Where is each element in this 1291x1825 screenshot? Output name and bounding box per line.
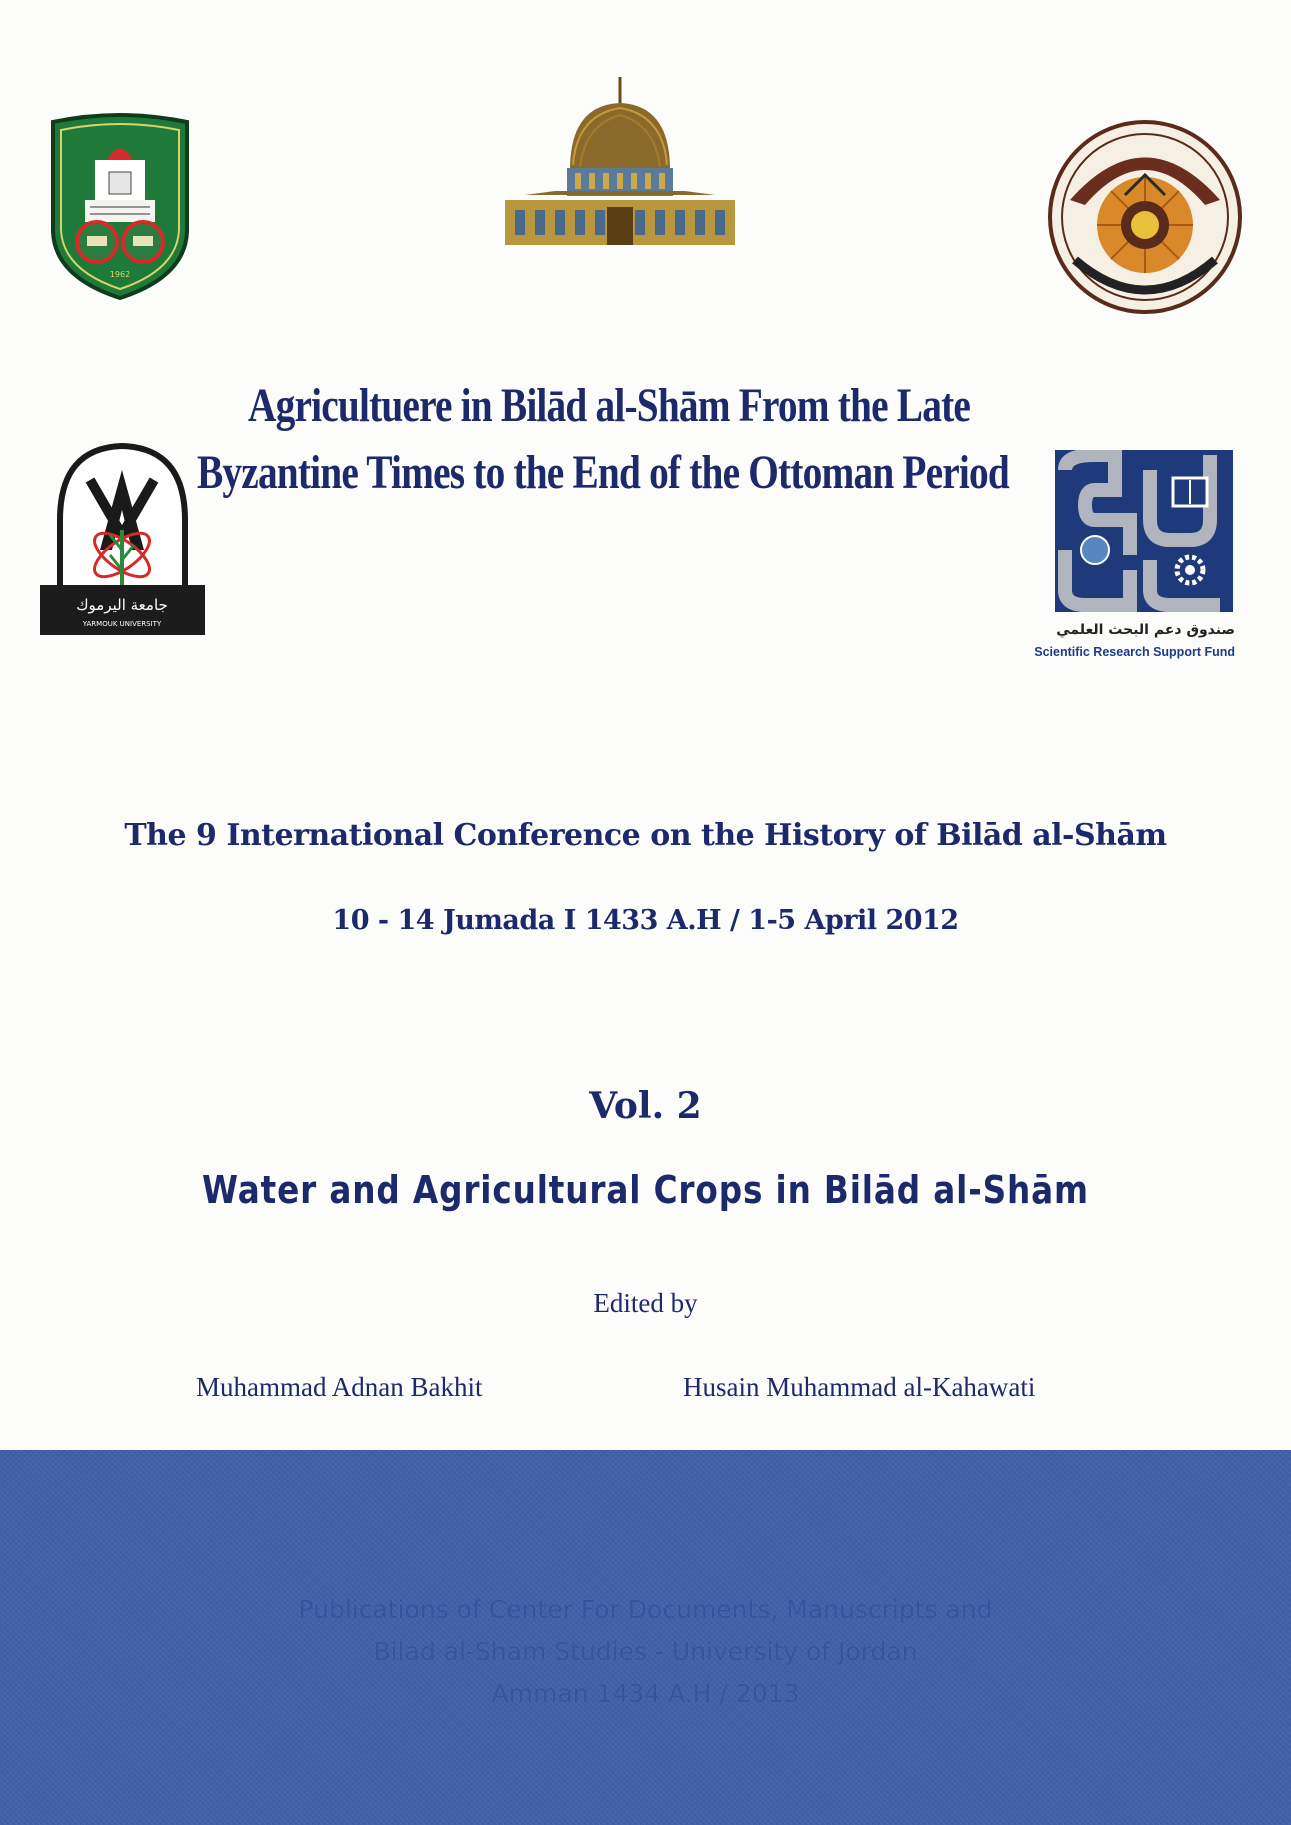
damascus-university-logo: [1045, 120, 1245, 315]
publisher-line-3: Amman 1434 A.H / 2013: [491, 1679, 800, 1708]
conference-dates: 10 - 14 Jumada I 1433 A.H / 1-5 April 2012: [332, 905, 959, 936]
volume-subtitle: Water and Agricultural Crops in Bilād al-Shām: [202, 1168, 1089, 1212]
book-title-line-1: Agricultuere in Bilād al-Shām From the Late: [248, 379, 971, 432]
yarmouk-logo-english: YARMOUK UNIVERSITY: [82, 620, 162, 628]
volume-label: Vol. 2: [589, 1085, 702, 1127]
editor-name: Husain Muhammad al-Kahawati: [683, 1372, 1036, 1402]
dome-of-the-rock-image: [495, 75, 745, 250]
scientific-research-fund-logo: [1055, 450, 1233, 612]
publisher-line-1: Publications of Center For Documents, Manuscripts and: [298, 1595, 993, 1624]
publisher-line-2: Bilad al-Sham Studies - University of Jordan: [373, 1637, 918, 1666]
conference-title: The 9 International Conference on the History of Bilād al-Shām: [124, 818, 1167, 853]
fund-arabic-caption: صندوق دعم البحث العلمي: [1056, 622, 1235, 638]
editor-name: Muhammad Adnan Bakhit: [196, 1372, 483, 1402]
yarmouk-logo-arabic: جامعة اليرموك: [76, 596, 168, 614]
edited-by-label: Edited by: [593, 1288, 698, 1318]
university-of-jordan-logo: [45, 112, 195, 302]
yarmouk-university-logo: [40, 440, 205, 635]
svg-text:1962: 1962: [109, 270, 131, 279]
book-title-line-2: Byzantine Times to the End of the Ottoman Period: [197, 446, 1009, 499]
fund-english-caption: Scientific Research Support Fund: [1034, 645, 1235, 659]
